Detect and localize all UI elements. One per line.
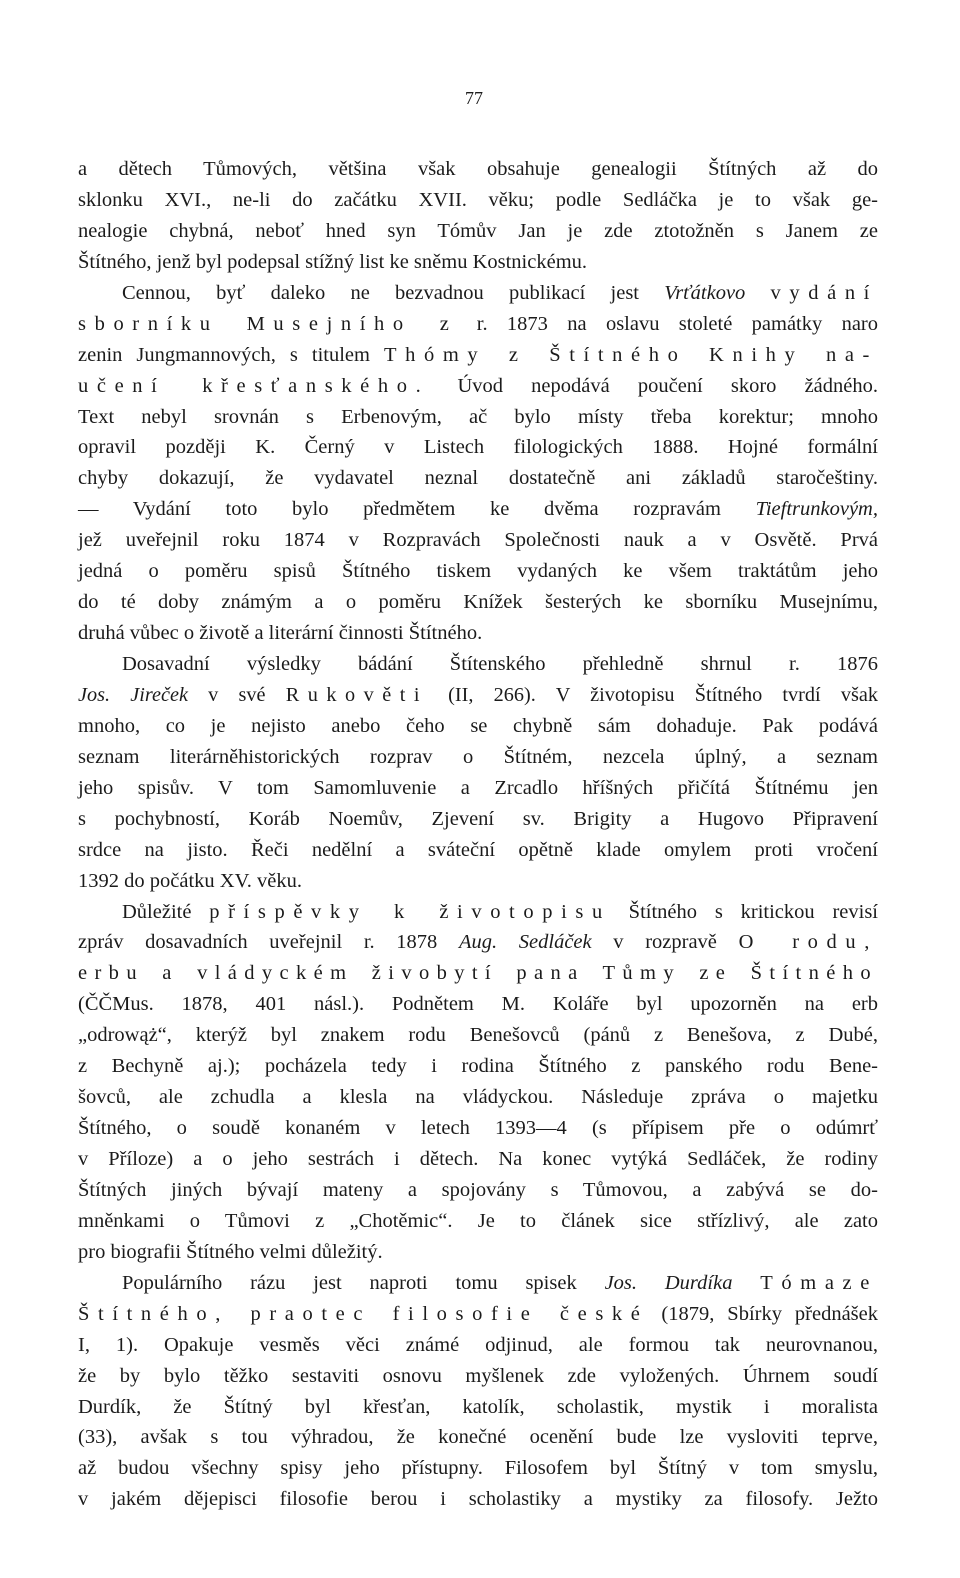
text-line	[78, 587, 878, 618]
text-line	[78, 463, 878, 494]
text-line	[78, 618, 878, 649]
text-line	[78, 989, 878, 1020]
text-line	[78, 927, 878, 958]
text-segment: opravil později K. Černý v Listech filologických 1888. Hojné formální	[78, 436, 878, 459]
text-segment: r. 1873 na oslavu stoleté památky naro	[457, 312, 878, 335]
text-segment: do té doby známým a o poměru Knížek šesterých ke sborníku Musejnímu,	[78, 591, 878, 614]
text-line	[78, 958, 878, 989]
text-segment: v své	[187, 683, 286, 706]
text-segment: šovců, ale zchudla a klesla na vládyckou. Následuje zpráva o majetku	[78, 1086, 878, 1109]
text-line	[78, 897, 878, 928]
text-line	[78, 278, 878, 309]
text-line	[78, 1361, 878, 1392]
text-line	[78, 185, 878, 216]
text-line	[78, 804, 878, 835]
text-segment: jeho spisův. V tom Samomluvenie a Zrcadlo hříšných přičítá Štítnému jen	[78, 776, 878, 799]
text-line	[78, 402, 878, 433]
text-segment: jedná o poměru spisů Štítného tiskem vydaných ke všem traktátům jeho	[78, 560, 878, 583]
text-line	[78, 494, 878, 525]
text-segment: — Vydání toto bylo předmětem ke dvěma rozpravám	[78, 498, 756, 521]
text-line	[78, 649, 878, 680]
text-segment: Štítného s kritickou revisí	[610, 900, 878, 923]
text-line	[78, 1330, 878, 1361]
text-segment: že by bylo těžko sestaviti osnovu myšlenek zde vyložených. Úhrnem soudí	[78, 1364, 878, 1387]
text-segment: z Bechyně aj.); pocházela tedy i rodina Štítného z panského rodu Bene-	[78, 1055, 878, 1078]
text-segment: (33), avšak s tou výhradou, že konečné ocenění bude lze vysloviti teprve,	[78, 1426, 878, 1449]
text-line	[78, 773, 878, 804]
text-line	[78, 1268, 878, 1299]
text-line	[78, 1484, 878, 1515]
italic-text: Aug. Sedláček	[458, 931, 592, 954]
text-line	[78, 680, 878, 711]
text-line	[78, 1144, 878, 1175]
text-segment: mnoho, co je nejisto anebo čeho se chybně sám dohaduje. Pak podává	[78, 714, 878, 737]
text-line	[78, 216, 878, 247]
text-line	[78, 742, 878, 773]
text-segment: I, 1). Opakuje vesměs věci známé odjinud, ale formou tak neurovnanou,	[78, 1333, 878, 1356]
spaced-text: Štítného, praotec filosofie české	[78, 1302, 649, 1325]
italic-text: Vrťátkovo	[664, 281, 746, 304]
text-segment: srdce na jisto. Řeči nedělní a sváteční opětně klade omylem proti vročení	[78, 838, 878, 861]
text-segment: seznam literárněhistorických rozprav o Štítném, nezcela úplný, a seznam	[78, 745, 878, 768]
text-line	[78, 1051, 878, 1082]
italic-text: Tieftrunkovým,	[755, 498, 878, 521]
spaced-text: Thómy z Štítného Knihy na-	[384, 343, 878, 366]
text-line	[78, 1082, 878, 1113]
spaced-text: O rodu,	[738, 931, 878, 954]
text-segment: Durdík, že Štítný byl křesťan, katolík, scholastik, mystik i moralista	[78, 1395, 878, 1418]
text-line	[78, 711, 878, 742]
text-segment: s pochybností, Koráb Noemův, Zjevení sv. Brigity a Hugovo Připravení	[78, 807, 878, 830]
text-segment: Štítného, jenž byl podepsal stížný list ke sněmu Kostnickému.	[78, 250, 588, 273]
text-line	[78, 1020, 878, 1051]
text-segment: (ČČMus. 1878, 401 násl.). Podnětem M. Koláře byl upozorněn na erb	[78, 993, 878, 1016]
text-segment: (1879, Sbírky přednášek	[648, 1302, 878, 1325]
text-segment: „odrowąż“, kterýž byl znakem rodu Benešovců (pánů z Benešova, z Dubé,	[78, 1024, 878, 1047]
text-line	[78, 371, 878, 402]
text-segment: Cennou, byť daleko ne bezvadnou publikací jest	[122, 281, 665, 304]
text-segment: jež uveřejnil roku 1874 v Rozpravách Společnosti nauk a v Osvětě. Prvá	[78, 529, 878, 552]
text-segment: sklonku XVI., ne-li do začátku XVII. věku; podle Sedláčka je to však ge-	[78, 188, 878, 211]
spaced-text: sborníku Musejního z	[78, 312, 458, 335]
spaced-text: vydání	[770, 281, 878, 304]
text-line	[78, 1113, 878, 1144]
text-line	[78, 1453, 878, 1484]
text-line	[78, 154, 878, 185]
text-segment	[745, 282, 770, 304]
text-segment: zenin Jungmannových, s titulem	[78, 343, 384, 366]
text-segment: pro biografii Štítného velmi důležitý.	[78, 1240, 383, 1263]
spaced-text: příspěvky k životopisu	[209, 900, 611, 923]
text-segment: až budou všechny spisy jeho přístupny. Filosofem byl Štítný v tom smyslu,	[78, 1457, 878, 1480]
text-segment: Dosavadní výsledky bádání Štítenského přehledně shrnul r. 1876	[122, 653, 878, 675]
text-segment: a dětech Tůmových, většina však obsahuje genealogii Štítných až do	[78, 158, 878, 180]
text-line	[78, 1237, 878, 1268]
spaced-text: erbu a vládyckém živobytí pana Tůmy ze Štítného	[78, 962, 878, 985]
text-segment: zpráv dosavadních uveřejnil r. 1878	[78, 931, 459, 954]
text-segment: Populárního rázu jest naproti tomu spisek	[122, 1271, 605, 1294]
body-text	[78, 154, 878, 1515]
text-line	[78, 1422, 878, 1453]
text-line	[78, 1392, 878, 1423]
text-segment: Štítného, o soudě konaném v letech 1393—4 (s přípisem pře o odúmrť	[78, 1117, 878, 1140]
text-line	[78, 309, 878, 340]
text-line	[78, 340, 878, 371]
italic-text: Jos. Jireček	[78, 683, 188, 706]
spaced-text: Rukověti	[285, 683, 428, 706]
text-segment: v Příloze) a o jeho sestrách i dětech. Na konec vytýká Sedláček, že rodiny	[78, 1148, 878, 1170]
text-line	[78, 1299, 878, 1330]
text-segment: Text nebyl srovnán s Erbenovým, ač bylo místy třeba korektur; mnoho	[78, 405, 878, 428]
text-line	[78, 1175, 878, 1206]
text-segment: Důležité	[122, 900, 210, 923]
text-line	[78, 432, 878, 463]
text-line	[78, 247, 878, 278]
text-segment: Štítných jiných bývají mateny a spojovány s Tůmovou, a zabývá se do-	[78, 1178, 878, 1201]
text-segment: chyby dokazují, že vydavatel neznal dostatečně ani základů staročeštiny.	[78, 467, 878, 490]
text-segment: (II, 266). V životopisu Štítného tvrdí však	[427, 683, 878, 706]
italic-text: Jos. Durdíka	[604, 1271, 733, 1294]
text-segment: mněnkami o Tůmovi z „Chotěmic“. Je to článek sice střízlivý, ale zato	[78, 1209, 878, 1232]
page-number: 77	[465, 88, 483, 108]
text-line	[78, 866, 878, 897]
spaced-text: učení křesťanského.	[78, 374, 430, 397]
text-segment: Úvod nepodává poučení skoro žádného.	[429, 374, 878, 397]
text-line	[78, 1206, 878, 1237]
text-line	[78, 556, 878, 587]
text-line	[78, 835, 878, 866]
spaced-text: Tómaze	[760, 1271, 878, 1294]
text-segment: v jakém dějepisci filosofie berou i scholastiky a mystiky za filosofy. Ježto	[78, 1488, 878, 1511]
text-segment: v rozpravě	[591, 931, 739, 954]
text-segment	[732, 1272, 760, 1294]
text-segment: nealogie chybná, neboť hned syn Tómův Jan je zde ztotožněn s Janem ze	[78, 219, 878, 242]
text-segment: 1392 do počátku XV. věku.	[78, 869, 302, 892]
text-line	[78, 525, 878, 556]
text-segment: druhá vůbec o životě a literární činnosti Štítného.	[78, 622, 483, 645]
